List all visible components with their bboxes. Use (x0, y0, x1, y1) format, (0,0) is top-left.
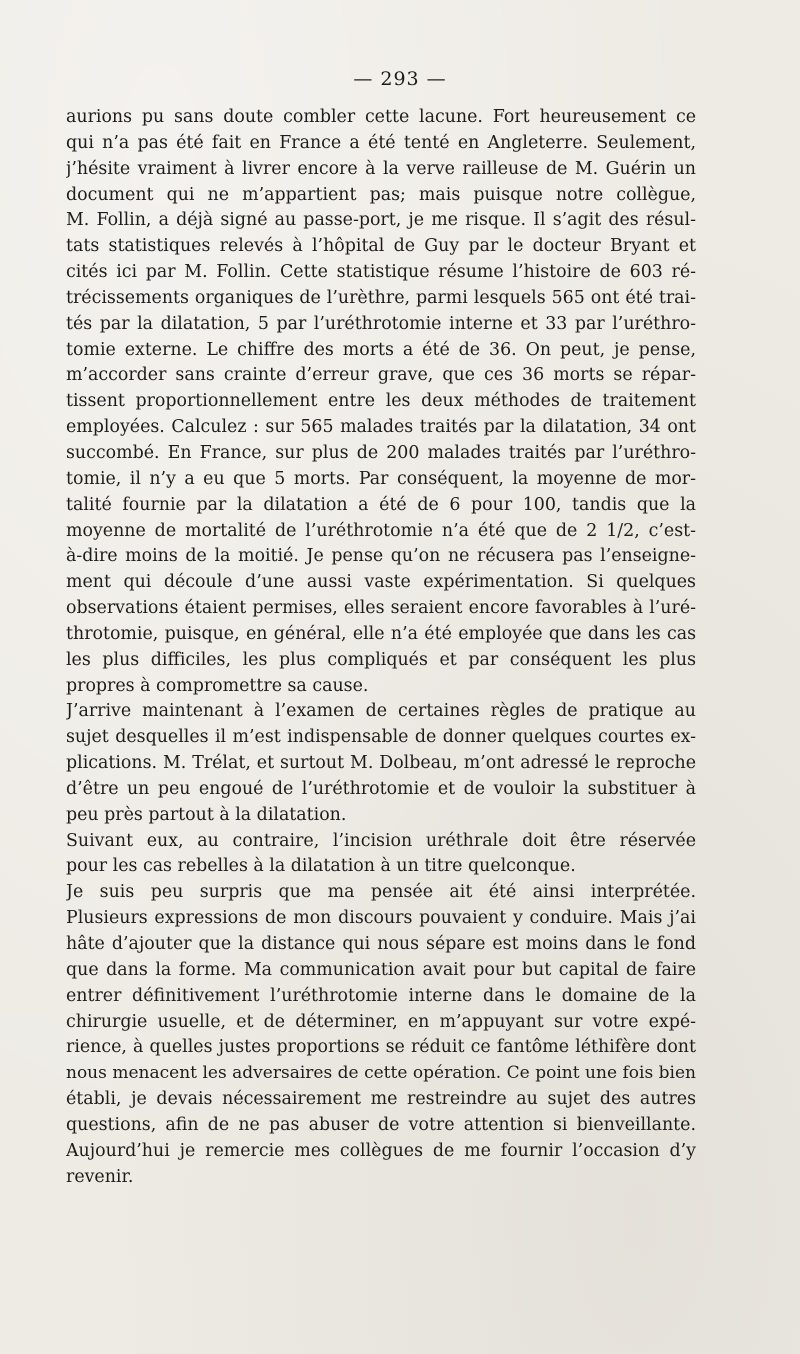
text-line: employées. Calculez : sur 565 malades traités par la dilatation, 34 ont (66, 417, 696, 438)
text-line: m’accorder sans crainte d’erreur grave, que ces 36 morts se répar- (66, 365, 696, 386)
text-line: aurions pu sans doute combler cette lacune. Fort heureusement ce (66, 107, 696, 127)
text-line: les plus difficiles, les plus compliqués et par conséquent les plus (66, 649, 696, 670)
text-line: questions, afin de ne pas abuser de votre attention si bienveillante. (66, 1114, 696, 1135)
body-text (66, 105, 696, 1190)
text-line: trécissements organiques de l’urèthre, parmi lesquels 565 ont été trai- (66, 287, 696, 308)
text-line: observations étaient permises, elles seraient encore favorables à l’uré- (66, 598, 696, 619)
text-line: M. Follin, a déjà signé au passe-port, je me risque. Il s’agit des résul- (66, 210, 696, 231)
text-line: tats statistiques relevés à l’hôpital de Guy par le docteur Bryant et (66, 236, 696, 257)
text-line: moyenne de mortalité de l’uréthrotomie n’a été que de 2 1/2, c’est- (66, 520, 696, 541)
text-line: peu près partout à la dilatation. (66, 804, 347, 825)
text-line: cités ici par M. Follin. Cette statistique résume l’histoire de 603 ré- (66, 262, 696, 283)
text-line: tés par la dilatation, 5 par l’uréthrotomie interne et 33 par l’uréthro- (66, 313, 696, 334)
text-line: tomie, il n’y a eu que 5 morts. Par conséquent, la moyenne de mor- (66, 468, 696, 489)
text-line: nous menacent les adversaires de cette opération. Ce point une fois bien (66, 1063, 696, 1084)
text-line: succombé. En France, sur plus de 200 malades traités par l’uréthro- (66, 442, 696, 463)
text-line: Aujourd’hui je remercie mes collègues de me fournir l’occasion d’y (66, 1140, 696, 1161)
text-line: d’être un peu engoué de l’uréthrotomie et de vouloir la substituer à (66, 778, 696, 799)
text-line: J’arrive maintenant à l’examen de certaines règles de pratique au (66, 701, 696, 722)
text-line: propres à compromettre sa cause. (66, 675, 369, 696)
text-line: qui n’a pas été fait en France a été tenté en Angleterre. Seulement, (66, 132, 696, 153)
text-line: hâte d’ajouter que la distance qui nous sépare est moins dans le fond (66, 934, 696, 954)
text-line: plications. M. Trélat, et surtout M. Dolbeau, m’ont adressé le reproche (66, 753, 696, 774)
text-line: ment qui découle d’une aussi vaste expérimentation. Si quelques (66, 572, 696, 593)
text-line: Suivant eux, au contraire, l’incision uréthrale doit être réservée (66, 830, 696, 851)
text-line: chirurgie usuelle, et de déterminer, en m’appuyant sur votre expé- (66, 1011, 696, 1032)
text-line: sujet desquelles il m’est indispensable de donner quelques courtes ex- (66, 727, 696, 748)
text-line: que dans la forme. Ma communication avait pour but capital de faire (66, 959, 696, 980)
text-line: établi, je devais nécessairement me restreindre au sujet des autres (66, 1089, 696, 1110)
text-line: tomie externe. Le chiffre des morts a été de 36. On peut, je pense, (66, 339, 696, 360)
text-line: j’hésite vraiment à livrer encore à la verve railleuse de M. Guérin un (66, 158, 696, 179)
text-line: throtomie, puisque, en général, elle n’a été employée que dans les cas (66, 623, 696, 644)
text-line: tissent proportionnellement entre les deux méthodes de traitement (66, 391, 696, 412)
text-line: document qui ne m’appartient pas; mais puisque notre collègue, (66, 184, 696, 205)
text-line: à-dire moins de la moitié. Je pense qu’on ne récusera pas l’enseigne- (66, 546, 696, 567)
text-line: rience, à quelles justes proportions se réduit ce fantôme léthifère dont (66, 1037, 696, 1058)
text-line: revenir. (66, 1166, 134, 1187)
text-line: Plusieurs expressions de mon discours pouvaient y conduire. Mais j’ai (66, 908, 696, 929)
text-line: entrer définitivement l’uréthrotomie interne dans le domaine de la (66, 985, 696, 1006)
page-number: — 293 — (353, 68, 447, 90)
text-line: Je suis peu surpris que ma pensée ait été ainsi interprétée. (66, 882, 696, 903)
text-line: pour les cas rebelles à la dilatation à un titre quelconque. (66, 856, 576, 877)
text-line: talité fournie par la dilatation a été de 6 pour 100, tandis que la (66, 494, 696, 515)
